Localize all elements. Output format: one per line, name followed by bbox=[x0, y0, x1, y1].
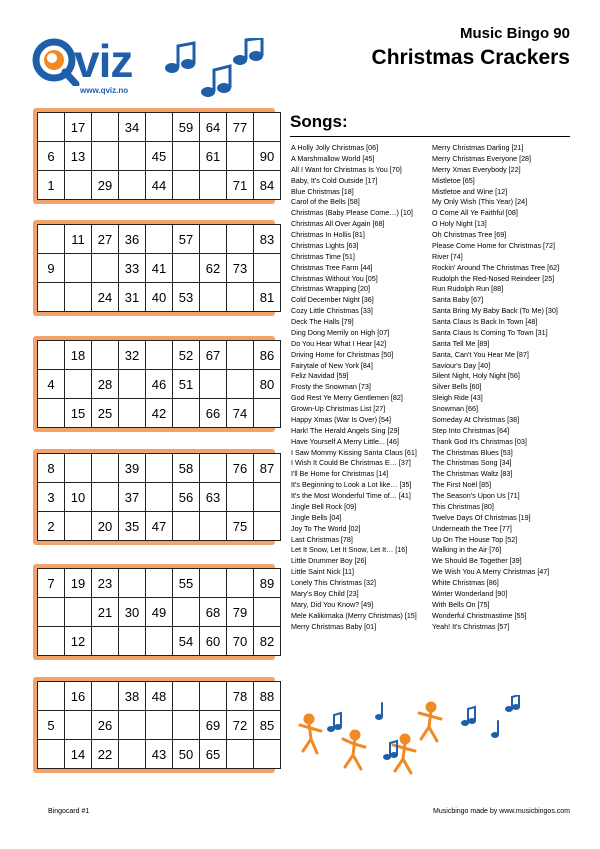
bingo-grid bbox=[37, 453, 281, 541]
bingo-card bbox=[33, 449, 275, 545]
bingo-cell: 23 bbox=[92, 569, 119, 598]
bingo-cell: 45 bbox=[146, 142, 173, 171]
bingo-cell: 56 bbox=[173, 483, 200, 512]
bingo-cell: 44 bbox=[146, 171, 173, 200]
song-entry: Sleigh Ride [43] bbox=[432, 393, 483, 403]
bingo-row bbox=[38, 254, 281, 283]
bingo-cell bbox=[38, 598, 65, 627]
song-entry: Cozy Little Christmas [33] bbox=[291, 306, 373, 316]
songs-divider bbox=[290, 136, 570, 137]
song-entry: Christmas All Over Again [68] bbox=[291, 219, 385, 229]
bingo-cell bbox=[65, 283, 92, 312]
song-entry: Yeah! It's Christmas [57] bbox=[432, 621, 510, 631]
bingo-cell: 80 bbox=[254, 370, 281, 399]
bingo-cell: 50 bbox=[173, 740, 200, 769]
bingo-cell bbox=[38, 682, 65, 711]
bingo-cell bbox=[173, 399, 200, 428]
song-entry: Run Rudolph Run [88] bbox=[432, 284, 504, 294]
bingo-cell: 34 bbox=[119, 113, 146, 142]
song-entry: Someday At Christmas [38] bbox=[432, 414, 520, 424]
song-entry: Mele Kalikimaka (Merry Christmas) [15] bbox=[291, 610, 417, 620]
bingo-card bbox=[33, 564, 275, 660]
song-entry: I'll Be Home for Christmas [14] bbox=[291, 469, 389, 479]
song-entry: Frosty the Snowman [73] bbox=[291, 382, 371, 392]
song-entry: O Holy Night [13] bbox=[432, 219, 487, 229]
bingo-cell bbox=[146, 483, 173, 512]
songs-column-1 bbox=[291, 143, 431, 632]
song-entry: Deck The Halls [79] bbox=[291, 317, 354, 326]
song-entry: River [74] bbox=[432, 251, 463, 261]
bingo-cell bbox=[173, 711, 200, 740]
bingo-cell: 81 bbox=[254, 283, 281, 312]
songs-column-2 bbox=[432, 143, 572, 632]
bingo-cell: 4 bbox=[38, 370, 65, 399]
song-entry: Christmas Without You [05] bbox=[291, 273, 378, 283]
bingo-cell bbox=[65, 711, 92, 740]
bingo-cell: 52 bbox=[173, 341, 200, 370]
qviz-logo bbox=[30, 28, 150, 100]
bingo-cell bbox=[254, 598, 281, 627]
game-title: Christmas Crackers bbox=[371, 46, 570, 69]
bingo-cell: 51 bbox=[173, 370, 200, 399]
bingo-cell: 67 bbox=[200, 341, 227, 370]
bingo-cell bbox=[92, 682, 119, 711]
bingo-row bbox=[38, 341, 281, 370]
song-entry: Santa Baby [67] bbox=[432, 295, 484, 305]
bingo-cell bbox=[146, 225, 173, 254]
bingo-cell bbox=[200, 283, 227, 312]
bingo-row bbox=[38, 598, 281, 627]
bingo-cell: 57 bbox=[173, 225, 200, 254]
bingo-cell bbox=[200, 569, 227, 598]
bingo-cell bbox=[119, 627, 146, 656]
bingo-cell: 6 bbox=[38, 142, 65, 171]
song-entry: Wonderful Christmastime [55] bbox=[432, 610, 527, 620]
song-entry: Merry Christmas Baby [01] bbox=[291, 621, 377, 631]
bingo-cell bbox=[227, 370, 254, 399]
bingo-cell bbox=[38, 627, 65, 656]
song-entry: Santa, Can't You Hear Me [87] bbox=[432, 349, 529, 359]
song-entry: White Christmas [86] bbox=[432, 578, 499, 587]
song-entry: The Season's Upon Us [71] bbox=[432, 491, 520, 500]
song-entry: Step Into Christmas [64] bbox=[432, 425, 510, 435]
bingo-cell: 68 bbox=[200, 598, 227, 627]
bingo-cell bbox=[119, 370, 146, 399]
magnifier-q-icon bbox=[30, 36, 80, 86]
brand-name: viz bbox=[74, 35, 133, 87]
bingo-cell bbox=[92, 627, 119, 656]
song-entry: Mary, Did You Know? [49] bbox=[291, 599, 374, 609]
song-entry: Up On The House Top [52] bbox=[432, 534, 518, 544]
bingo-cell: 84 bbox=[254, 171, 281, 200]
song-entry: Silver Bells [60] bbox=[432, 382, 482, 392]
song-entry: Ding Dong Merrily on High [07] bbox=[291, 327, 390, 337]
song-entry: Cold December Night [36] bbox=[291, 295, 374, 305]
bingo-cell: 12 bbox=[65, 627, 92, 656]
song-entry: Jingle Bell Rock [09] bbox=[291, 501, 357, 511]
bingo-cell: 48 bbox=[146, 682, 173, 711]
bingo-cell bbox=[200, 512, 227, 541]
bingo-cell bbox=[254, 399, 281, 428]
bingo-cell: 9 bbox=[38, 254, 65, 283]
song-entry: Grown-Up Christmas List [27] bbox=[291, 404, 386, 413]
bingo-row bbox=[38, 682, 281, 711]
bingo-row bbox=[38, 283, 281, 312]
bingo-cell bbox=[227, 483, 254, 512]
bingo-cell: 83 bbox=[254, 225, 281, 254]
song-entry: The First Noël [85] bbox=[432, 480, 492, 490]
bingo-cell bbox=[173, 142, 200, 171]
bingo-cell: 63 bbox=[200, 483, 227, 512]
song-entry: Saviour's Day [40] bbox=[432, 360, 491, 370]
song-entry: The Christmas Song [34] bbox=[432, 458, 512, 468]
bingo-cell: 32 bbox=[119, 341, 146, 370]
bingo-cell: 85 bbox=[254, 711, 281, 740]
song-entry: Little Saint Nick [11] bbox=[291, 567, 354, 577]
song-entry: Christmas (Baby Please Come…) [10] bbox=[291, 208, 413, 218]
bingo-cell bbox=[173, 598, 200, 627]
song-entry: All I Want for Christmas Is You [70] bbox=[291, 164, 402, 174]
bingo-cell: 26 bbox=[92, 711, 119, 740]
song-entry: O Come All Ye Faithful [08] bbox=[432, 208, 518, 218]
bingo-cell: 64 bbox=[200, 113, 227, 142]
bingo-row bbox=[38, 225, 281, 254]
song-entry: Driving Home for Christmas [50] bbox=[291, 349, 394, 359]
song-entry: Mary's Boy Child [23] bbox=[291, 588, 359, 598]
song-entry: Baby, It's Cold Outside [17] bbox=[291, 175, 378, 185]
bingo-cell: 89 bbox=[254, 569, 281, 598]
bingo-cell bbox=[38, 225, 65, 254]
song-entry: Merry Christmas Darling [21] bbox=[432, 143, 524, 152]
game-subtitle: Music Bingo 90 bbox=[459, 25, 570, 42]
song-entry: Last Christmas [78] bbox=[291, 534, 353, 544]
bingo-cell: 59 bbox=[173, 113, 200, 142]
bingo-cell bbox=[65, 171, 92, 200]
bingo-cell: 46 bbox=[146, 370, 173, 399]
song-entry: Snowman [66] bbox=[432, 404, 478, 413]
bingo-cell: 47 bbox=[146, 512, 173, 541]
bingo-cell bbox=[254, 740, 281, 769]
bingo-cell bbox=[173, 171, 200, 200]
bingo-cell: 20 bbox=[92, 512, 119, 541]
bingo-cell bbox=[146, 711, 173, 740]
bingo-cell bbox=[254, 113, 281, 142]
bingo-cell: 43 bbox=[146, 740, 173, 769]
bingo-cell: 10 bbox=[65, 483, 92, 512]
bingo-cell bbox=[227, 142, 254, 171]
song-entry: Christmas Wrapping [20] bbox=[291, 284, 370, 294]
bingo-cell: 31 bbox=[119, 283, 146, 312]
brand-url: www.qviz.no bbox=[80, 86, 129, 95]
song-entry: Underneath the Tree [77] bbox=[432, 523, 512, 533]
song-entry: A Holly Jolly Christmas [06] bbox=[291, 143, 379, 152]
song-entry: I Wish It Could Be Christmas E… [37] bbox=[291, 458, 411, 468]
bingo-cell bbox=[254, 483, 281, 512]
bingo-row bbox=[38, 113, 281, 142]
bingo-cell: 74 bbox=[227, 399, 254, 428]
bingo-cell: 40 bbox=[146, 283, 173, 312]
bingo-cell bbox=[200, 682, 227, 711]
song-entry: Lonely This Christmas [32] bbox=[291, 578, 376, 587]
bingo-row bbox=[38, 740, 281, 769]
bingo-cell: 14 bbox=[65, 740, 92, 769]
song-entry: I Saw Mommy Kissing Santa Claus [61] bbox=[291, 447, 417, 457]
bingo-cell bbox=[38, 113, 65, 142]
song-entry: It's Beginning to Look a Lot like… [35] bbox=[291, 480, 412, 490]
bingo-cell: 54 bbox=[173, 627, 200, 656]
bingo-cell: 5 bbox=[38, 711, 65, 740]
bingo-cell bbox=[38, 740, 65, 769]
bingo-cell bbox=[200, 370, 227, 399]
bingo-cell: 37 bbox=[119, 483, 146, 512]
bingo-cell: 78 bbox=[227, 682, 254, 711]
song-entry: Santa Claus Is Coming To Town [31] bbox=[432, 327, 548, 337]
bingo-cell: 3 bbox=[38, 483, 65, 512]
bingo-cell bbox=[92, 113, 119, 142]
bingo-cell: 8 bbox=[38, 454, 65, 483]
bingo-cell: 28 bbox=[92, 370, 119, 399]
bingo-cell: 58 bbox=[173, 454, 200, 483]
bingo-cell: 36 bbox=[119, 225, 146, 254]
bingo-cell bbox=[254, 512, 281, 541]
song-entry: Carol of the Bells [58] bbox=[291, 197, 360, 207]
song-entry: The Christmas Waltz [83] bbox=[432, 469, 513, 479]
bingo-cell: 1 bbox=[38, 171, 65, 200]
bingo-cell: 60 bbox=[200, 627, 227, 656]
bingo-cell bbox=[38, 283, 65, 312]
bingo-cell: 73 bbox=[227, 254, 254, 283]
bingo-row bbox=[38, 399, 281, 428]
bingo-cell bbox=[92, 142, 119, 171]
song-entry: Merry Xmas Everybody [22] bbox=[432, 164, 521, 174]
song-entry: Rudolph the Red-Nosed Reindeer [25] bbox=[432, 273, 555, 283]
bingo-cell: 77 bbox=[227, 113, 254, 142]
bingo-cell: 41 bbox=[146, 254, 173, 283]
bingo-cell bbox=[200, 171, 227, 200]
bingo-grid bbox=[37, 112, 281, 200]
bingo-cell: 30 bbox=[119, 598, 146, 627]
bingo-cell: 71 bbox=[227, 171, 254, 200]
bingo-cell: 75 bbox=[227, 512, 254, 541]
bingo-cell: 86 bbox=[254, 341, 281, 370]
bingo-cell: 7 bbox=[38, 569, 65, 598]
bingo-cell: 62 bbox=[200, 254, 227, 283]
song-entry: Please Come Home for Christmas [72] bbox=[432, 240, 556, 250]
song-entry: Christmas Time [51] bbox=[291, 251, 355, 261]
bingo-cell: 2 bbox=[38, 512, 65, 541]
bingo-cell bbox=[227, 283, 254, 312]
song-entry: Joy To The World [02] bbox=[291, 523, 361, 533]
bingo-cell bbox=[65, 454, 92, 483]
bingo-card bbox=[33, 108, 275, 204]
songs-heading: Songs: bbox=[290, 112, 348, 131]
bingo-cell bbox=[146, 454, 173, 483]
bingo-row bbox=[38, 627, 281, 656]
song-entry: Let It Snow, Let It Snow, Let It… [16] bbox=[291, 545, 408, 555]
bingo-cell: 27 bbox=[92, 225, 119, 254]
bingo-cell: 72 bbox=[227, 711, 254, 740]
bingo-cell bbox=[65, 512, 92, 541]
bingo-cell bbox=[173, 254, 200, 283]
bingo-cell bbox=[119, 142, 146, 171]
bingo-cell bbox=[92, 254, 119, 283]
music-notes-icon bbox=[160, 38, 270, 100]
bingo-cell bbox=[119, 171, 146, 200]
bingo-cell bbox=[173, 682, 200, 711]
song-entry: It's the Most Wonderful Time of… [41] bbox=[291, 491, 411, 500]
song-entry: Blue Christmas [18] bbox=[291, 186, 354, 196]
bingo-cell bbox=[38, 341, 65, 370]
bingo-card bbox=[33, 677, 275, 773]
bingo-row bbox=[38, 454, 281, 483]
song-entry: This Christmas [80] bbox=[432, 501, 494, 511]
bingo-cell: 79 bbox=[227, 598, 254, 627]
bingo-cell bbox=[146, 627, 173, 656]
song-entry: Hark! The Herald Angels Sing [29] bbox=[291, 425, 400, 435]
bingo-cell: 49 bbox=[146, 598, 173, 627]
bingo-cell bbox=[146, 569, 173, 598]
song-entry: Feliz Navidad [59] bbox=[291, 371, 349, 381]
bingo-card bbox=[33, 220, 275, 316]
bingo-cell: 25 bbox=[92, 399, 119, 428]
bingo-cell: 18 bbox=[65, 341, 92, 370]
bingo-cell bbox=[200, 225, 227, 254]
bingo-cell: 16 bbox=[65, 682, 92, 711]
song-entry: Mistletoe and Wine [12] bbox=[432, 186, 508, 196]
bingo-grid bbox=[37, 568, 281, 656]
bingo-cell: 70 bbox=[227, 627, 254, 656]
song-entry: Fairytale of New York [84] bbox=[291, 360, 373, 370]
bingo-cell bbox=[92, 454, 119, 483]
bingo-card bbox=[33, 336, 275, 432]
bingo-cell: 69 bbox=[200, 711, 227, 740]
bingo-cell bbox=[227, 740, 254, 769]
bingo-cell bbox=[119, 740, 146, 769]
bingo-cell: 65 bbox=[200, 740, 227, 769]
song-entry: With Bells On [75] bbox=[432, 599, 490, 609]
song-entry: Silent Night, Holy Night [56] bbox=[432, 371, 520, 381]
card-id: Bingocard #1 bbox=[48, 808, 90, 815]
song-entry: We Should Be Together [39] bbox=[432, 556, 522, 566]
bingo-cell bbox=[119, 399, 146, 428]
bingo-cell: 24 bbox=[92, 283, 119, 312]
bingo-cell bbox=[146, 341, 173, 370]
bingo-cell: 90 bbox=[254, 142, 281, 171]
song-entry: Christmas Tree Farm [44] bbox=[291, 262, 373, 272]
bingo-cell bbox=[119, 569, 146, 598]
song-entry: Do You Hear What I Hear [42] bbox=[291, 338, 387, 348]
bingo-cell: 53 bbox=[173, 283, 200, 312]
bingo-cell: 38 bbox=[119, 682, 146, 711]
bingo-row bbox=[38, 569, 281, 598]
bingo-cell: 21 bbox=[92, 598, 119, 627]
bingo-cell bbox=[65, 598, 92, 627]
song-entry: Little Drummer Boy [26] bbox=[291, 556, 367, 566]
bingo-grid bbox=[37, 681, 281, 769]
bingo-cell: 15 bbox=[65, 399, 92, 428]
song-entry: Have Yourself A Merry Little... [46] bbox=[291, 436, 399, 446]
bingo-cell: 76 bbox=[227, 454, 254, 483]
bingo-grid bbox=[37, 224, 281, 312]
bingo-cell bbox=[200, 454, 227, 483]
bingo-cell bbox=[38, 399, 65, 428]
bingo-row bbox=[38, 171, 281, 200]
song-entry: Walking in the Air [76] bbox=[432, 545, 502, 555]
song-entry: The Christmas Blues [53] bbox=[432, 447, 513, 457]
bingo-cell: 87 bbox=[254, 454, 281, 483]
song-entry: Mistletoe [65] bbox=[432, 175, 475, 185]
dancing-figures-icon bbox=[295, 695, 525, 785]
bingo-cell bbox=[227, 341, 254, 370]
bingo-cell bbox=[227, 225, 254, 254]
song-entry: God Rest Ye Merry Gentlemen [82] bbox=[291, 393, 403, 403]
song-entry: Happy Xmas (War Is Over) [54] bbox=[291, 414, 391, 424]
song-entry: Jingle Bells [04] bbox=[291, 512, 342, 522]
credit-line: Musicbingo made by www.musicbingos.com bbox=[433, 808, 570, 815]
song-entry: Thank God It's Christmas [03] bbox=[432, 436, 527, 446]
bingo-cell bbox=[92, 341, 119, 370]
song-entry: Santa Bring My Baby Back (To Me) [30] bbox=[432, 306, 558, 316]
bingo-row bbox=[38, 483, 281, 512]
bingo-cell: 22 bbox=[92, 740, 119, 769]
song-entry: Santa Tell Me [89] bbox=[432, 338, 490, 348]
song-entry: My Only Wish (This Year) [24] bbox=[432, 197, 528, 207]
bingo-cell bbox=[227, 569, 254, 598]
bingo-cell bbox=[65, 370, 92, 399]
bingo-cell: 29 bbox=[92, 171, 119, 200]
bingo-cell: 39 bbox=[119, 454, 146, 483]
bingo-cell: 42 bbox=[146, 399, 173, 428]
bingo-cell: 33 bbox=[119, 254, 146, 283]
bingo-grid bbox=[37, 340, 281, 428]
song-entry: Merry Christmas Everyone [28] bbox=[432, 153, 532, 163]
bingo-row bbox=[38, 711, 281, 740]
song-entry: Christmas Lights [63] bbox=[291, 240, 359, 250]
song-entry: Christmas In Hollis [81] bbox=[291, 230, 365, 239]
song-entry: Rockin' Around The Christmas Tree [62] bbox=[432, 262, 560, 272]
bingo-cell: 35 bbox=[119, 512, 146, 541]
song-entry: We Wish You A Merry Christmas [47] bbox=[432, 567, 550, 577]
bingo-cell bbox=[146, 113, 173, 142]
bingo-cell: 66 bbox=[200, 399, 227, 428]
bingo-cell: 61 bbox=[200, 142, 227, 171]
bingo-cell bbox=[173, 512, 200, 541]
song-entry: Oh Christmas Tree [69] bbox=[432, 230, 507, 239]
bingo-cell: 55 bbox=[173, 569, 200, 598]
bingo-cell: 11 bbox=[65, 225, 92, 254]
song-entry: Santa Claus Is Back In Town [48] bbox=[432, 317, 538, 326]
bingo-cell bbox=[254, 254, 281, 283]
bingo-row bbox=[38, 512, 281, 541]
bingo-cell: 13 bbox=[65, 142, 92, 171]
bingo-cell bbox=[92, 483, 119, 512]
song-entry: Twelve Days Of Christmas [19] bbox=[432, 512, 531, 522]
bingo-cell bbox=[119, 711, 146, 740]
bingo-cell: 82 bbox=[254, 627, 281, 656]
song-entry: Winter Wonderland [90] bbox=[432, 588, 508, 598]
bingo-cell: 17 bbox=[65, 113, 92, 142]
bingo-cell: 88 bbox=[254, 682, 281, 711]
bingo-row bbox=[38, 142, 281, 171]
bingo-cell: 19 bbox=[65, 569, 92, 598]
bingo-cell bbox=[65, 254, 92, 283]
bingo-row bbox=[38, 370, 281, 399]
song-entry: A Marshmallow World [45] bbox=[291, 153, 375, 163]
